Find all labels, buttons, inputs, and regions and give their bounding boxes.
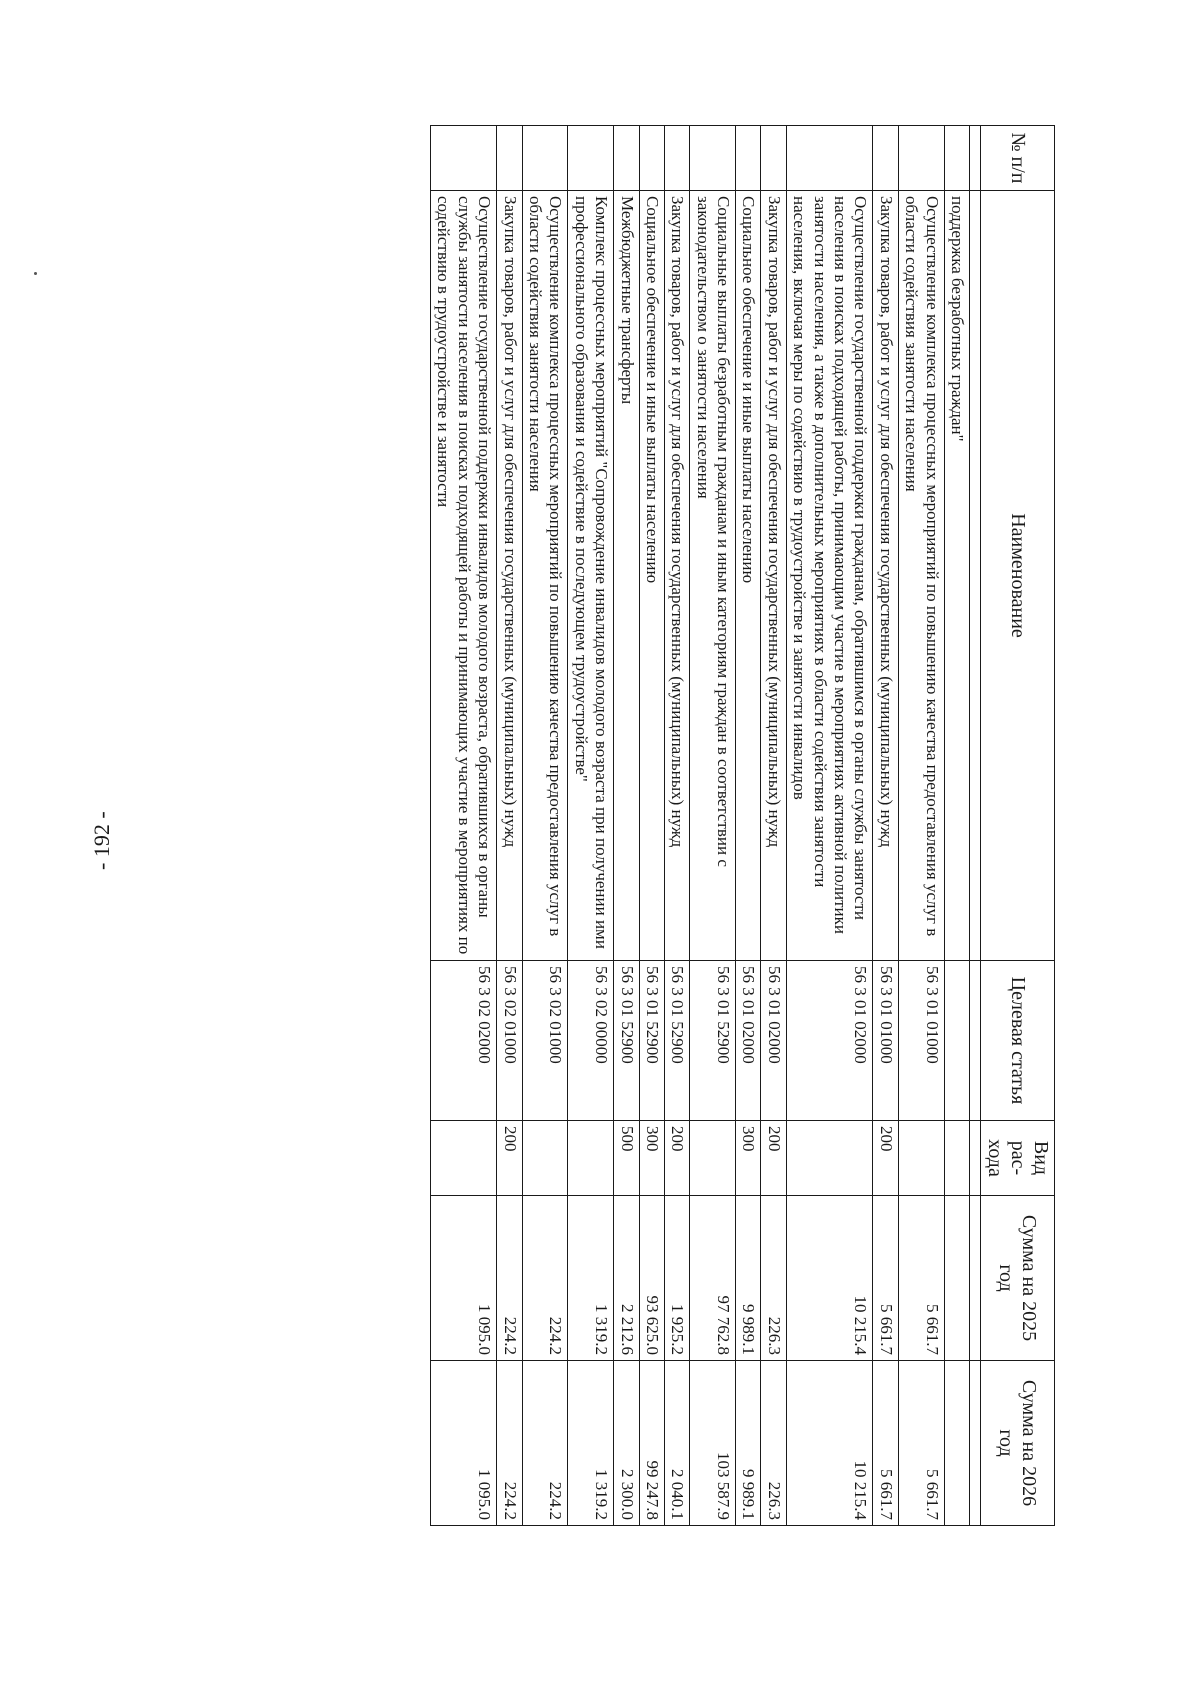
- cell-name: Закупка товаров, работ и услуг для обеспечения государственных (муниципальных) нужд: [761, 191, 786, 961]
- spacer-cell: [970, 1196, 981, 1361]
- continuation-row: [944, 126, 969, 1526]
- cell-name: Осуществление государственной поддержки гражданам, обратившимся в органы службы занятости населения в поисках подходящей работы, принимающим участие в мероприятиях активной политики занятости населения, а также в дополнительных мероприятиях в области содействия занятости населения, включая меры по содействию в трудоустройстве и занятости инвалидов: [786, 191, 873, 961]
- table-row: [786, 126, 873, 1526]
- cell-num: [761, 126, 786, 191]
- cell-type: 300: [736, 1121, 761, 1196]
- cell-sum-2025: 97 762.8: [690, 1196, 736, 1361]
- cell-type: [690, 1121, 736, 1196]
- cell-name: Закупка товаров, работ и услуг для обеспечения государственных (муниципальных) нужд: [873, 191, 898, 961]
- table-body: [431, 126, 945, 1526]
- cell-sum-2025: [944, 1196, 969, 1361]
- header-num: № п/п: [981, 126, 1055, 191]
- table-row: [898, 126, 944, 1526]
- cell-num: [522, 126, 568, 191]
- cell-sum-2026: 103 587.9: [690, 1361, 736, 1526]
- cell-sum-2025: 1 925.2: [664, 1196, 689, 1361]
- spacer-cell: [970, 1121, 981, 1196]
- cell-name: Межбюджетные трансферты: [614, 191, 639, 961]
- header-row: [981, 126, 1055, 1526]
- cell-type: [431, 1121, 497, 1196]
- cell-target: 56 3 01 01000: [873, 961, 898, 1121]
- cell-type: 200: [497, 1121, 522, 1196]
- budget-table: [430, 125, 1055, 1526]
- cell-type: [944, 1121, 969, 1196]
- header-target: Целевая статья: [981, 961, 1055, 1121]
- cell-continuation: поддержка безработных граждан": [944, 191, 969, 961]
- table-row: [614, 126, 639, 1526]
- cell-sum-2026: 1 095.0: [431, 1361, 497, 1526]
- cell-type: 200: [873, 1121, 898, 1196]
- cell-num: [873, 126, 898, 191]
- spacer-cell: [970, 191, 981, 961]
- budget-table-container: [125, 125, 1055, 1525]
- cell-sum-2025: 226.3: [761, 1196, 786, 1361]
- cell-num: [944, 126, 969, 191]
- cell-type: 200: [664, 1121, 689, 1196]
- cell-num: [690, 126, 736, 191]
- cell-sum-2025: 10 215.4: [786, 1196, 873, 1361]
- spacer-cell: [970, 1361, 981, 1526]
- spacer-cell: [970, 961, 981, 1121]
- cell-sum-2026: 99 247.8: [639, 1361, 664, 1526]
- cell-name: Закупка товаров, работ и услуг для обеспечения государственных (муниципальных) нужд: [664, 191, 689, 961]
- cell-num: [614, 126, 639, 191]
- table-row: [522, 126, 568, 1526]
- table-row: [431, 126, 497, 1526]
- cell-target: 56 3 02 01000: [497, 961, 522, 1121]
- cell-num: [898, 126, 944, 191]
- cell-type: [522, 1121, 568, 1196]
- header-type: Вид рас-хода: [981, 1121, 1055, 1196]
- cell-sum-2026: 2 040.1: [664, 1361, 689, 1526]
- page-number: - 192 -: [89, 811, 114, 870]
- cell-sum-2025: 9 989.1: [736, 1196, 761, 1361]
- header-name: Наименование: [981, 191, 1055, 961]
- cell-sum-2026: 1 319.2: [568, 1361, 614, 1526]
- spacer-row: [970, 126, 981, 1526]
- cell-target: 56 3 01 01000: [898, 961, 944, 1121]
- cell-sum-2026: 2 300.0: [614, 1361, 639, 1526]
- table-row: [690, 126, 736, 1526]
- cell-sum-2025: 1 095.0: [431, 1196, 497, 1361]
- cell-num: [736, 126, 761, 191]
- cell-sum-2025: 5 661.7: [898, 1196, 944, 1361]
- cell-target: 56 3 02 01000: [522, 961, 568, 1121]
- cell-sum-2025: 224.2: [522, 1196, 568, 1361]
- cell-target: 56 3 01 52900: [664, 961, 689, 1121]
- header-sum-2026: Сумма на 2026 год: [981, 1361, 1055, 1526]
- cell-sum-2025: 2 212.6: [614, 1196, 639, 1361]
- cell-name: Социальные выплаты безработным гражданам и иным категориям граждан в соответствии с законодательством о занятости населения: [690, 191, 736, 961]
- cell-target: 56 3 01 52900: [690, 961, 736, 1121]
- cell-sum-2025: 5 661.7: [873, 1196, 898, 1361]
- cell-name: Осуществление государственной поддержки инвалидов молодого возраста, обратившихся в органы службы занятости населения в поисках подходящей работы и принимающих участие в мероприятиях по содействию в трудоустройстве и занятости: [431, 191, 497, 961]
- cell-type: [568, 1121, 614, 1196]
- cell-type: 200: [761, 1121, 786, 1196]
- cell-num: [431, 126, 497, 191]
- cell-target: 56 3 02 00000: [568, 961, 614, 1121]
- cell-name: Комплекс процессных мероприятий "Сопровождение инвалидов молодого возраста при получении ими профессионального образования и содействие в последующем трудоустройстве": [568, 191, 614, 961]
- cell-sum-2026: 224.2: [522, 1361, 568, 1526]
- cell-num: [639, 126, 664, 191]
- cell-type: 300: [639, 1121, 664, 1196]
- cell-target: 56 3 01 02000: [761, 961, 786, 1121]
- cell-num: [786, 126, 873, 191]
- cell-type: [898, 1121, 944, 1196]
- cell-type: [786, 1121, 873, 1196]
- cell-name: Закупка товаров, работ и услуг для обеспечения государственных (муниципальных) нужд: [497, 191, 522, 961]
- cell-target: 56 3 02 02000: [431, 961, 497, 1121]
- cell-name: Социальное обеспечение и иные выплаты населению: [736, 191, 761, 961]
- cell-num: [568, 126, 614, 191]
- cell-name: Социальное обеспечение и иные выплаты населению: [639, 191, 664, 961]
- cell-sum-2026: 9 989.1: [736, 1361, 761, 1526]
- cell-sum-2026: 226.3: [761, 1361, 786, 1526]
- cell-sum-2026: 5 661.7: [873, 1361, 898, 1526]
- cell-sum-2026: 10 215.4: [786, 1361, 873, 1526]
- cell-target: [944, 961, 969, 1121]
- cell-sum-2026: [944, 1361, 969, 1526]
- cell-sum-2025: 1 319.2: [568, 1196, 614, 1361]
- cell-target: 56 3 01 52900: [639, 961, 664, 1121]
- spacer-cell: [970, 126, 981, 191]
- cell-num: [497, 126, 522, 191]
- header-sum-2025: Сумма на 2025 год: [981, 1196, 1055, 1361]
- table-row: [736, 126, 761, 1526]
- cell-target: 56 3 01 52900: [614, 961, 639, 1121]
- table-row: [761, 126, 786, 1526]
- cell-type: 500: [614, 1121, 639, 1196]
- table-row: [497, 126, 522, 1526]
- cell-target: 56 3 01 02000: [786, 961, 873, 1121]
- cell-num: [664, 126, 689, 191]
- cell-target: 56 3 01 02000: [736, 961, 761, 1121]
- cell-sum-2025: 93 625.0: [639, 1196, 664, 1361]
- cell-sum-2026: 5 661.7: [898, 1361, 944, 1526]
- table-row: [873, 126, 898, 1526]
- cell-name: Осуществление комплекса процессных мероприятий по повышению качества предоставления услуг в области содействия занятости населения: [898, 191, 944, 961]
- scan-speck: [34, 272, 37, 275]
- cell-name: Осуществление комплекса процессных мероприятий по повышению качества предоставления услуг в области содействия занятости населения: [522, 191, 568, 961]
- cell-sum-2026: 224.2: [497, 1361, 522, 1526]
- table-row: [639, 126, 664, 1526]
- cell-sum-2025: 224.2: [497, 1196, 522, 1361]
- table-row: [568, 126, 614, 1526]
- table-row: [664, 126, 689, 1526]
